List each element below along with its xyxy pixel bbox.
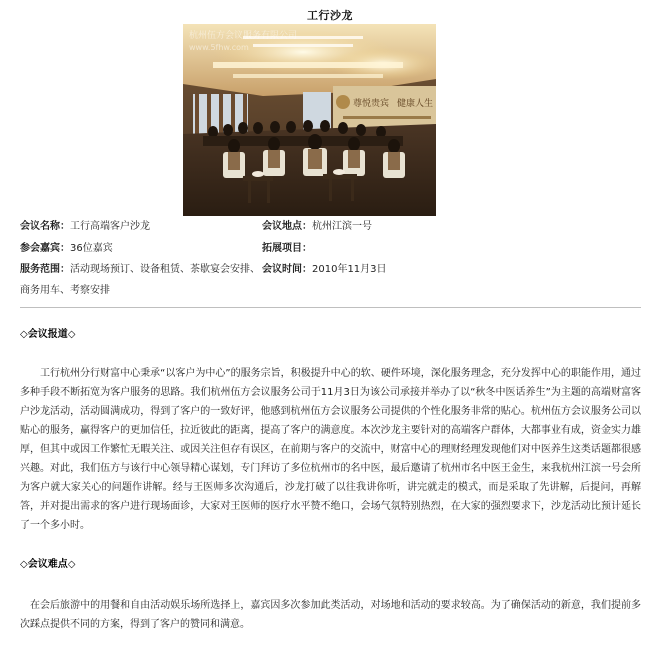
event-photo-illustration [183,24,436,216]
info-service-value-line1: 活动现场预订、设备租赁、茶歇宴会安排、 [70,264,260,275]
banner-left-text: 尊悦贵宾 [353,99,390,109]
difficulty-heading: ◇会议难点◇ [20,559,76,570]
report-body: 工行杭州分行财富中心秉承“以客户为中心”的服务宗旨，积极提升中心的软、硬件环境，深化服务理念，充分发挥中心的职能作用，通过多种手段不断拓宽为客户服务的思路。我们杭州伍方会议服务公司于11月3日为该公司承接并举办了以“秋冬中医话养生”为主题的高端财富客户沙龙活动，活动圆满成功，得到了客户的一致好评，他感到杭州伍方会议服务公司提供的个性化服务非常的贴心。杭州伍方会议服务公司以贴心的服务，赢得客户的更加信任，拉近彼此的距离，提高了客户的满意度。本次沙龙主要针对的高端客户群体，大都事业有成，资金实力雄厚，但其中或因工作繁忙无暇关注、或因关注但存有误区，在前期与客户的交流中，财富中心的理财经理发现他们对中医养生这类话题都很感兴趣。对此，我们伍方与该行中心领导精心谋划，专门拜访了多位杭州市的名中医，最后邀请了杭州市名中医王金生，来我杭州江滨一号会所为客户就大家关心的问题作讲解。经与王医师多次沟通后，沙龙打破了以往我讲你听，讲完就走的模式，而是采取了先讲解，后提问，再解答，并对提出需求的客户进行现场面诊，大家对王医师的医疗水平赞不绝口，会场气氛特别热烈，在大家的强烈要求下，沙龙活动比预计延长了一个多小时。 [20,368,641,531]
info-name-label: 会议名称： [20,221,70,232]
info-name-value: 工行高端客户沙龙 [70,221,150,232]
photo-watermark-url: www.5fhw.com [189,43,249,52]
difficulty-body: 在会后旅游中的用餐和自由活动娱乐场所选择上，嘉宾因多次参加此类活动，对场地和活动的要求较高。为了确保活动的新意，我们提前多次踩点提供不同的方案，得到了客户的赞同和满意。 [20,600,641,630]
info-location [262,220,372,234]
page-title: 工行沙龙 [307,9,353,22]
report-heading: ◇会议报道◇ [20,329,76,340]
info-guests [20,242,113,256]
info-time-label: 会议时间： [262,264,312,275]
info-service-value-line2: 商务用车、考察安排 [20,285,110,296]
info-service-continued [20,284,110,298]
banner-right-text: 健康人生 [397,99,434,109]
info-name [20,220,150,234]
info-guests-value: 36位嘉宾 [70,243,113,254]
info-time-value: 2010年11月3日 [312,264,387,275]
event-photo [183,24,436,216]
divider [20,307,641,308]
info-guests-label: 参会嘉宾： [20,243,70,254]
photo-watermark: 杭州伍方会议服务有限公司 [189,31,298,41]
info-service-label: 服务范围： [20,264,70,275]
info-service [20,263,260,277]
info-location-label: 会议地点： [262,221,312,232]
info-expand [262,242,312,256]
info-expand-label: 拓展项目： [262,243,312,254]
info-location-value: 杭州江滨一号 [312,221,372,232]
info-time [262,263,387,277]
